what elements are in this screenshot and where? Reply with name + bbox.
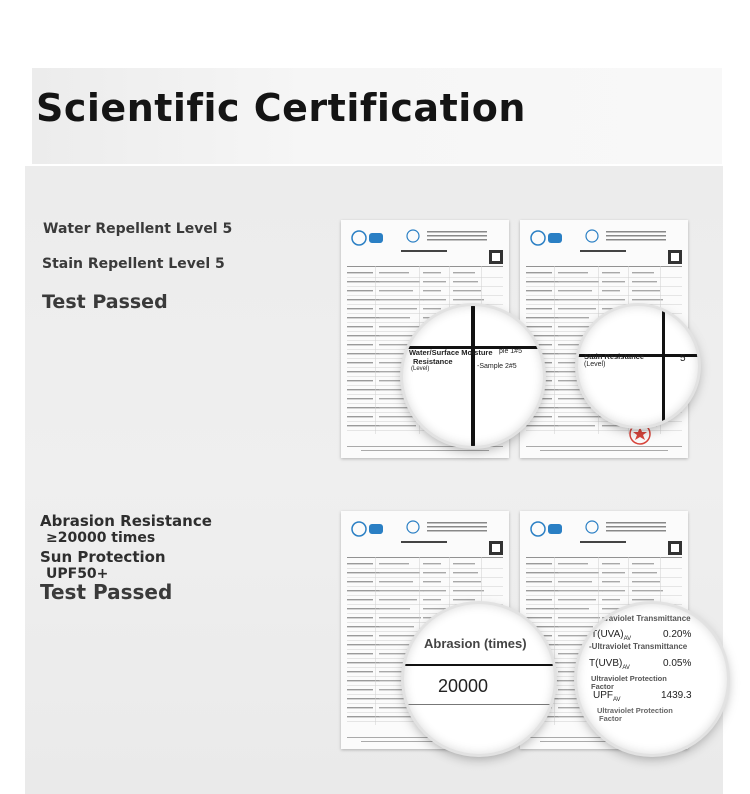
- table-cell-text: [453, 581, 481, 582]
- table-cell-text: [632, 281, 657, 282]
- table-row-divider: [347, 595, 503, 596]
- table-cell-text: [453, 599, 475, 600]
- table-cell-text: [632, 590, 663, 591]
- test-passed-top-label: Test Passed: [42, 291, 168, 313]
- header-text-line: [427, 526, 487, 528]
- table-cell-text: [558, 407, 591, 408]
- uvb-label: $T(UVB)_{AV}$: [589, 658, 630, 671]
- header-text-line: [606, 530, 666, 532]
- table-cell-text: [423, 308, 441, 309]
- cnas-logo-icon: [369, 524, 383, 534]
- table-cell-text: [379, 272, 409, 273]
- table-cell-text: [558, 308, 596, 309]
- table-cell-text: [423, 599, 441, 600]
- abrasion-times-label: ≥20000 times: [46, 530, 156, 546]
- footer-text-line: [540, 450, 668, 451]
- sun-protection-label: Sun Protection: [40, 548, 166, 566]
- uts-logo-icon: [586, 521, 598, 533]
- upf-heading-b: Factor: [591, 682, 614, 691]
- table-cell-text: [526, 599, 552, 600]
- table-cell-text: [453, 272, 475, 273]
- table-cell-text: [526, 272, 552, 273]
- table-cell-text: [558, 572, 599, 573]
- table-cell-text: [632, 572, 657, 573]
- table-cell-text: [347, 362, 373, 363]
- water-label-line2: Resistance: [413, 357, 453, 366]
- water-sample-2: -Sample 2#5: [477, 363, 517, 370]
- upf-heading-2: Ultraviolet Protection: [597, 706, 673, 715]
- table-column-divider: [554, 266, 555, 434]
- table-cell-text: [558, 272, 588, 273]
- table-cell-text: [632, 563, 654, 564]
- abrasion-magnified-label: Abrasion (times): [424, 636, 527, 651]
- header-text-line: [606, 239, 666, 241]
- upf-row-label: $UPF_{AV}$: [593, 690, 621, 703]
- table-cell-text: [453, 572, 478, 573]
- table-cell-text: [558, 590, 603, 591]
- table-cell-text: [602, 299, 625, 300]
- table-row-divider: [347, 295, 503, 296]
- water-repellent-label: Water Repellent Level 5: [43, 221, 233, 237]
- table-cell-text: [379, 308, 417, 309]
- table-cell-text: [379, 299, 424, 300]
- table-cell-text: [602, 581, 620, 582]
- table-cell-text: [379, 608, 410, 609]
- upf-heading-2b: Factor: [599, 714, 622, 723]
- magnifier-uv: [577, 604, 727, 754]
- table-cell-text: [347, 707, 373, 708]
- uts-logo-icon: [407, 230, 419, 242]
- table-cell-text: [347, 617, 373, 618]
- table-row-divider: [526, 568, 682, 569]
- header-text-line: [606, 526, 666, 528]
- table-cell-text: [347, 380, 373, 381]
- table-border: [526, 557, 682, 558]
- grid-line: [471, 306, 475, 446]
- table-cell-text: [423, 290, 441, 291]
- uts-logo-icon: [407, 521, 419, 533]
- abrasion-value: 20000: [438, 676, 489, 696]
- footer-text-line: [347, 446, 503, 447]
- table-column-divider: [375, 557, 376, 725]
- footer-text-line: [526, 446, 682, 447]
- table-cell-text: [347, 326, 373, 327]
- footer-text-line: [361, 450, 489, 451]
- table-row-divider: [526, 277, 682, 278]
- table-cell-text: [347, 635, 373, 636]
- report-title-line: [580, 250, 626, 252]
- table-row-divider: [526, 295, 682, 296]
- cert-logo-icon: [352, 522, 366, 536]
- table-cell-text: [602, 590, 625, 591]
- table-cell-text: [379, 335, 414, 336]
- table-cell-text: [526, 308, 552, 309]
- stamp-star-icon: [633, 427, 647, 440]
- table-border: [347, 557, 503, 558]
- table-cell-text: [347, 398, 373, 399]
- table-cell-text: [453, 299, 484, 300]
- table-cell-text: [558, 416, 602, 417]
- report-title-line: [580, 541, 626, 543]
- table-cell-text: [526, 326, 552, 327]
- table-cell-text: [602, 290, 620, 291]
- table-cell-text: [558, 281, 599, 282]
- table-cell-text: [526, 290, 552, 291]
- upf-heading: Ultraviolet Protection: [591, 674, 667, 683]
- table-cell-text: [423, 608, 446, 609]
- qr-code-inner: [492, 544, 500, 552]
- qr-code-inner: [671, 544, 679, 552]
- qr-code-inner: [492, 253, 500, 261]
- uvb-value: 0.05%: [663, 658, 692, 669]
- header-text-line: [427, 235, 487, 237]
- stain-label-line2: (Level): [584, 361, 606, 368]
- report-title-line: [401, 250, 447, 252]
- table-column-divider: [554, 557, 555, 725]
- table-cell-text: [379, 626, 414, 627]
- report-title-line: [401, 541, 447, 543]
- table-cell-text: [379, 716, 416, 717]
- stain-repellent-label: Stain Repellent Level 5: [42, 256, 225, 272]
- table-row-divider: [526, 286, 682, 287]
- table-cell-text: [379, 317, 410, 318]
- table-cell-text: [379, 617, 421, 618]
- table-cell-text: [602, 425, 625, 426]
- grid-line: [662, 306, 665, 426]
- table-row-divider: [347, 304, 503, 305]
- table-cell-text: [526, 563, 552, 564]
- table-cell-text: [558, 608, 589, 609]
- table-cell-text: [379, 590, 424, 591]
- table-cell-text: [423, 581, 441, 582]
- header-text-line: [427, 522, 487, 524]
- stain-label-line1: Stain Resistance: [584, 352, 645, 361]
- magnifier-stain: [578, 306, 698, 426]
- table-row-divider: [347, 286, 503, 287]
- upf-value: 1439.3: [661, 690, 692, 701]
- table-cell-text: [347, 689, 373, 690]
- upf-label: UPF50+: [46, 566, 109, 582]
- table-column-divider: [375, 266, 376, 434]
- header-text-line: [606, 231, 666, 233]
- uts-logo-icon: [586, 230, 598, 242]
- table-cell-text: [453, 563, 475, 564]
- grid-line: [404, 664, 554, 666]
- table-cell-text: [526, 617, 552, 618]
- uv-heading: Ultraviolet Transmittance: [595, 614, 691, 623]
- uva-value: 0.20%: [663, 629, 692, 640]
- table-cell-text: [632, 599, 654, 600]
- table-cell-text: [379, 425, 416, 426]
- table-cell-text: [453, 290, 481, 291]
- table-cell-text: [558, 617, 600, 618]
- uva-sub: AV: [623, 636, 632, 642]
- table-row-divider: [347, 277, 503, 278]
- table-cell-text: [423, 572, 446, 573]
- stain-value: 5: [680, 353, 686, 364]
- table-cell-text: [379, 581, 413, 582]
- water-label-line1: Water/Surface Moisture: [409, 348, 493, 357]
- table-row-divider: [526, 577, 682, 578]
- table-row-divider: [347, 586, 503, 587]
- header-text-line: [427, 530, 487, 532]
- uva-label: $T(UVA)_{AV}$: [591, 629, 632, 642]
- page-title: Scientific Certification: [36, 86, 526, 130]
- table-cell-text: [347, 599, 373, 600]
- table-cell-text: [379, 599, 417, 600]
- magnifier-abrasion: [404, 604, 554, 754]
- table-cell-text: [347, 290, 373, 291]
- table-cell-text: [632, 272, 654, 273]
- table-cell-text: [347, 272, 373, 273]
- table-cell-text: [558, 581, 592, 582]
- table-cell-text: [602, 572, 625, 573]
- table-row-divider: [526, 586, 682, 587]
- grid-line: [404, 704, 554, 705]
- table-row-divider: [526, 430, 682, 431]
- upf-sub: AV: [613, 697, 621, 703]
- test-passed-bottom-label: Test Passed: [40, 580, 173, 604]
- table-cell-text: [632, 299, 663, 300]
- table-cell-text: [423, 272, 441, 273]
- table-border: [347, 266, 503, 267]
- table-cell-text: [558, 599, 596, 600]
- uv-heading-2: -Ultraviolet Transmittance: [589, 642, 688, 651]
- table-cell-text: [602, 599, 620, 600]
- magnifier-water: [403, 306, 543, 446]
- table-cell-text: [558, 425, 595, 426]
- table-row-divider: [526, 595, 682, 596]
- cnas-logo-icon: [548, 233, 562, 243]
- table-cell-text: [347, 308, 373, 309]
- table-cell-text: [379, 572, 420, 573]
- cert-logo-icon: [531, 231, 545, 245]
- table-cell-text: [602, 281, 625, 282]
- header-text-line: [606, 522, 666, 524]
- table-cell-text: [423, 590, 446, 591]
- table-cell-text: [558, 563, 588, 564]
- table-cell-text: [379, 326, 421, 327]
- abrasion-label: Abrasion Resistance: [40, 512, 212, 530]
- qr-code-inner: [671, 253, 679, 261]
- table-cell-text: [347, 344, 373, 345]
- table-cell-text: [602, 272, 620, 273]
- header-text-line: [427, 231, 487, 233]
- table-cell-text: [602, 563, 620, 564]
- table-cell-text: [632, 290, 660, 291]
- header-text-line: [606, 235, 666, 237]
- table-cell-text: [558, 299, 603, 300]
- cert-logo-icon: [352, 231, 366, 245]
- header-text-line: [427, 239, 487, 241]
- uvb-sub: AV: [622, 665, 630, 671]
- cnas-logo-icon: [369, 233, 383, 243]
- table-row-divider: [347, 568, 503, 569]
- water-label-line3: (Level): [411, 366, 430, 372]
- table-cell-text: [379, 290, 413, 291]
- water-sample-1: ple 1#5: [499, 348, 522, 355]
- table-cell-text: [453, 590, 484, 591]
- table-cell-text: [558, 317, 589, 318]
- table-cell-text: [347, 563, 373, 564]
- cert-logo-icon: [531, 522, 545, 536]
- table-cell-text: [632, 581, 660, 582]
- table-cell-text: [347, 581, 373, 582]
- table-cell-text: [379, 563, 409, 564]
- table-cell-text: [558, 290, 592, 291]
- table-cell-text: [453, 281, 478, 282]
- table-row-divider: [526, 304, 682, 305]
- table-cell-text: [347, 416, 373, 417]
- table-cell-text: [379, 653, 411, 654]
- table-cell-text: [347, 671, 373, 672]
- table-row-divider: [347, 577, 503, 578]
- table-border: [526, 266, 682, 267]
- table-cell-text: [423, 281, 446, 282]
- table-cell-text: [347, 653, 373, 654]
- table-cell-text: [558, 626, 593, 627]
- table-cell-text: [379, 407, 412, 408]
- table-cell-text: [423, 563, 441, 564]
- table-cell-text: [423, 299, 446, 300]
- table-cell-text: [526, 581, 552, 582]
- table-cell-text: [379, 281, 420, 282]
- cnas-logo-icon: [548, 524, 562, 534]
